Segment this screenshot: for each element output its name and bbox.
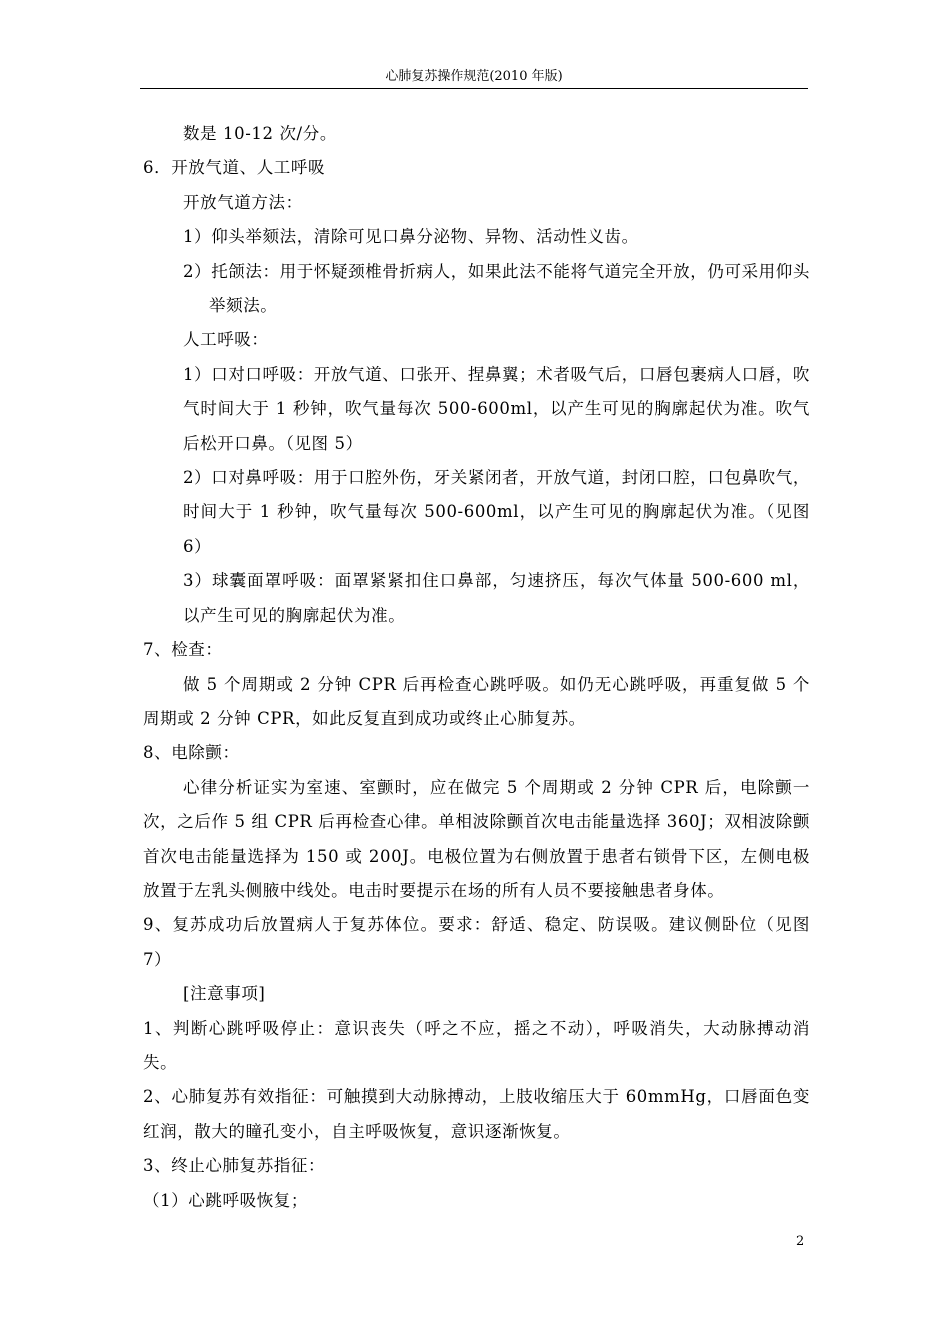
subheading: 开放气道方法： (183, 192, 303, 212)
page-number: 2 (796, 1234, 805, 1249)
paragraph: 心律分析证实为室速、室颤时，应在做完 5 个周期或 2 分钟 CPR 后，电除颤一次，之后作 5 组 CPR 后再检查心律。单相波除颤首次电击能量选择 360J；双相波除颤首次电击能量选择为 150 或 200J。电极位置为右侧放置于患者右锁骨下区，左侧电极放置于左乳头侧腋中线处。电击时要提示在场的所有人员不要接触患者身体。 (143, 777, 810, 900)
list-item: 1、判断心跳呼吸停止：意识丧失（呼之不应，摇之不动），呼吸消失，大动脉搏动消失。 (143, 1018, 810, 1072)
subheading: [注意事项] (183, 984, 266, 1004)
section-heading: 9、复苏成功后放置病人于复苏体位。要求：舒适、稳定、防误吸。建议侧卧位（见图 7） (143, 915, 810, 969)
list-item: 2）口对鼻呼吸：用于口腔外伤，牙关紧闭者，开放气道，封闭口腔，口包鼻吹气，时间大于 1 秒钟，吹气量每次 500-600ml，以产生可见的胸廓起伏为准。（见图 6） (183, 468, 810, 556)
list-item: 1）仰头举颏法，清除可见口鼻分泌物、异物、活动性义齿。 (183, 227, 639, 247)
text-line: 数是 10-12 次/分。 (183, 124, 337, 143)
section-heading: 8、电除颤： (143, 743, 240, 763)
list-item: 2）托颌法：用于怀疑颈椎骨折病人，如果此法不能将气道完全开放，仍可采用仰头举颏法。 (183, 261, 810, 316)
list-item: 3、终止心肺复苏指征： (143, 1156, 326, 1176)
list-item: 1）口对口呼吸：开放气道、口张开、捏鼻翼；术者吸气后，口唇包裹病人口唇，吹气时间大于 1 秒钟，吹气量每次 500-600ml，以产生可见的胸廓起伏为准。吹气后松开口鼻。（见图 5） (183, 364, 810, 453)
list-item: 2、心肺复苏有效指征：可触摸到大动脉搏动，上肢收缩压大于 60mmHg，口唇面色变红润，散大的瞳孔变小，自主呼吸恢复，意识逐渐恢复。 (143, 1087, 810, 1141)
section-heading: 7、检查： (143, 640, 223, 660)
list-item: 3）球囊面罩呼吸：面罩紧紧扣住口鼻部，匀速挤压，每次气体量 500-600 ml，以产生可见的胸廓起伏为准。 (183, 571, 810, 625)
list-item: （1）心跳呼吸恢复； (143, 1190, 308, 1210)
section-heading: 6．开放气道、人工呼吸 (143, 158, 326, 178)
document-body (143, 117, 810, 1218)
subheading: 人工呼吸： (183, 330, 269, 350)
paragraph: 做 5 个周期或 2 分钟 CPR 后再检查心跳呼吸。如仍无心跳呼吸，再重复做 5 个周期或 2 分钟 CPR，如此反复直到成功或终止心肺复苏。 (143, 674, 810, 728)
page-header: 心肺复苏操作规范(2010 年版) (140, 66, 808, 89)
